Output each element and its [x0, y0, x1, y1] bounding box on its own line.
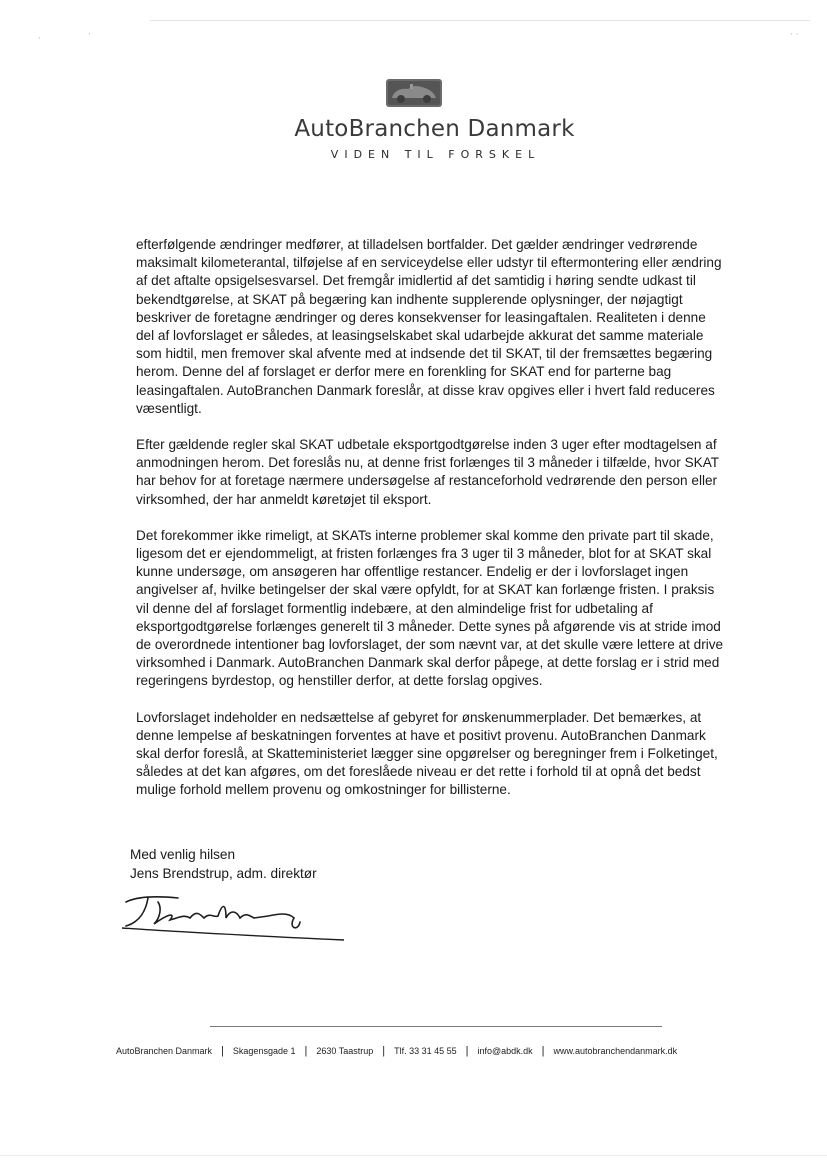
footer-separator: |	[541, 1045, 545, 1057]
footer	[116, 1045, 726, 1057]
paragraph-leasing: efterfølgende ændringer medfører, at tilladelsen bortfalder. Det gælder ændringer vedrørende maksimalt kilometerantal, tilføjelse af en serviceydelse eller udstyr til eftermontering eller ændring af det aftalte opsigelsesvarsel. Det fremgår imidlertid af det samtidig i høring sendte udkast til bekendtgørelse, at SKAT på begæring kan indhente supplerende oplysninger, der nøjagtigt beskriver de foretagne ændringer og deres konsekvenser for leasingaftalen. Realiteten i denne del af lovforslaget er således, at leasingselskabet skal udarbejde akkurat det samme materiale som hidtil, men fremover skal afvente med at indsende det til SKAT, til der fremsættes begæring herom. Denne del af forslaget er derfor mere en forenkling for SKAT end for parterne bag leasingaftalen. AutoBranchen Danmark foreslår, at disse krav opgives eller i hvert fald reduceres væsentligt.	[136, 237, 722, 416]
scan-edge-bottom	[0, 1155, 827, 1156]
paragraph-deadline-extension: Det forekommer ikke rimeligt, at SKATs interne problemer skal komme den private part til skade, ligesom det er ejendommeligt, at fristen forlænges fra 3 uger til 3 måneder, blot for at SKAT skal kunne undersøge, om ansøgeren har offentlige restancer. Endelig er der i lovforslaget ingen angivelser af, hvilke betingelser der skal være opfyldt, for at SKAT kan forlænge fristen. I praksis vil denne del af forslaget formentlig indebære, at den almindelige frist for udbetaling af eksportgodtgørelse forlænges generelt til 3 måneder. Dette synes på afgørende vis at stride imod de overordnede intentioner bag lovforslaget, der som nævnt var, at det skulle være lettere at drive virksomhed i Danmark. AutoBranchen Danmark skal derfor påpege, at dette forslag er i strid med regeringens byrdestop, og henstiller derfor, at dette forslag opgives.	[136, 527, 724, 689]
paragraph-license-plates: Lovforslaget indeholder en nedsættelse af gebyret for ønskenummerplader. Det bemærkes, at denne lempelse af beskatningen forventes at have et positivt provenu. AutoBranchen Danmark skal derfor foreslå, at Skatteministeriet lægger sine opgørelser og beregninger frem i Folketinget, således at det kan afgøres, om det foreslåede niveau er det rette i forhold til at opnå det bedst mulige forhold mellem provenu og omkostninger for billisterne.	[136, 709, 718, 798]
letter-body	[136, 236, 726, 818]
footer-website[interactable]: www.autobranchendanmark.dk	[553, 1046, 678, 1056]
closing-greeting: Med venlig hilsen	[130, 847, 236, 862]
footer-separator: |	[382, 1045, 386, 1057]
footer-company: AutoBranchen Danmark	[116, 1046, 213, 1056]
car-logo-icon	[384, 78, 444, 108]
paragraph-export-refund: Efter gældende regler skal SKAT udbetale eksportgodtgørelse inden 3 uger efter modtagelsen af anmodningen herom. Det foreslås nu, at denne frist forlænges til 3 måneder i tilfælde, hvor SKAT har behov for at foretage nærmere undersøgelse af restanceforhold vedrørende den person eller virksomhed, der har anmeldt køretøjet til eksport.	[136, 437, 719, 507]
footer-city: 2630 Taastrup	[316, 1046, 374, 1056]
footer-phone: Tlf. 33 31 45 55	[394, 1046, 457, 1056]
footer-address: Skagensgade 1	[232, 1046, 296, 1056]
tagline: VIDEN TIL FORSKEL	[330, 148, 541, 161]
handwritten-signature	[118, 888, 348, 948]
signatory-name: Jens Brendstrup, adm. direktør	[130, 866, 317, 881]
letterhead	[0, 78, 827, 161]
scan-speck: · ·	[790, 30, 799, 40]
footer-separator: |	[304, 1045, 308, 1057]
footer-divider	[210, 1026, 662, 1027]
footer-separator: |	[465, 1045, 469, 1057]
company-name: AutoBranchen Danmark	[294, 116, 575, 142]
footer-email[interactable]: info@abdk.dk	[477, 1046, 533, 1056]
scan-speck: ·	[88, 30, 91, 40]
closing-block	[130, 845, 317, 883]
scan-speck: ·	[38, 34, 41, 44]
footer-separator: |	[221, 1045, 224, 1057]
scan-edge-top	[150, 20, 810, 21]
